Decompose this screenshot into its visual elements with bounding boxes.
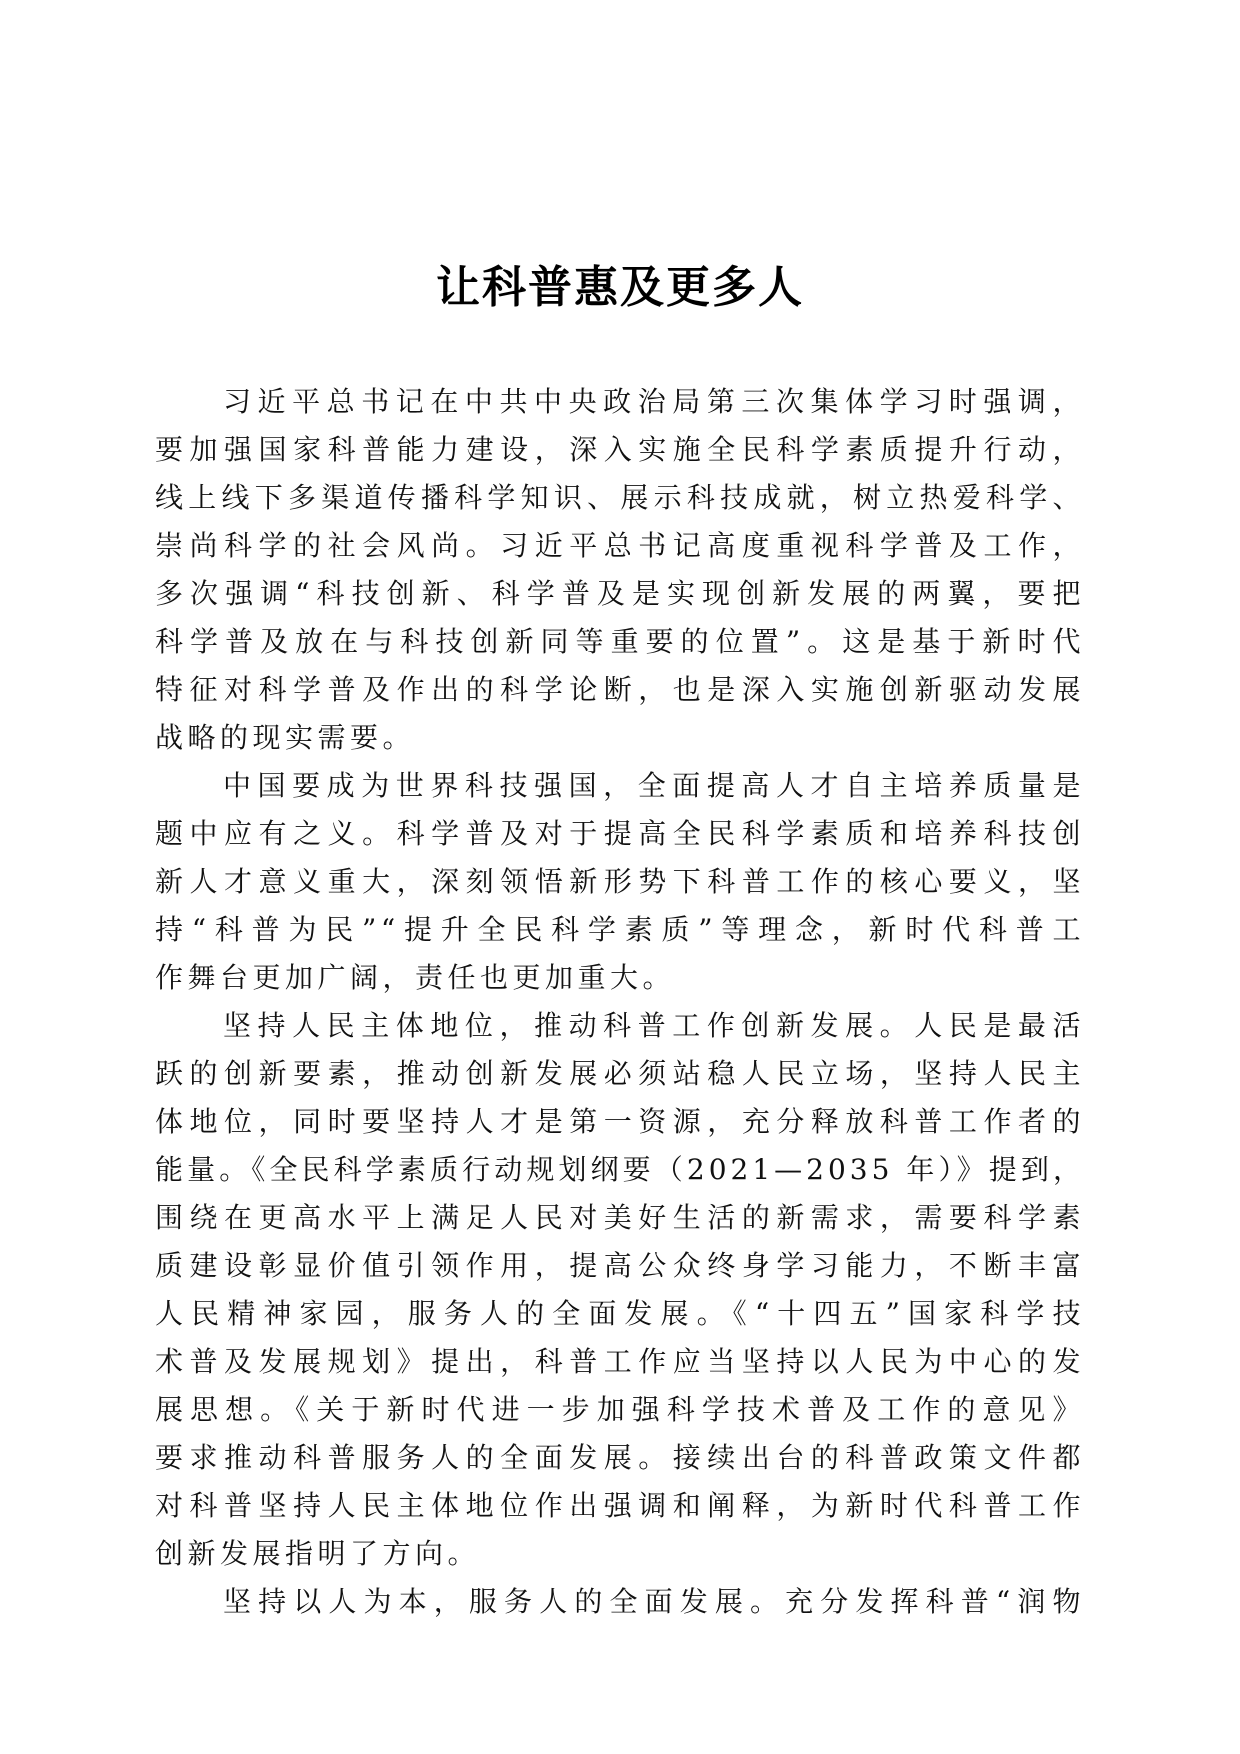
paragraph bbox=[155, 1578, 1085, 1626]
text-line: 展思想。《关于新时代进一步加强科学技术普及工作的意见》 bbox=[155, 1393, 1085, 1426]
text-line: 科学普及放在与科技创新同等重要的位置”。这是基于新时代 bbox=[155, 625, 1085, 658]
text-line: 对科普坚持人民主体地位作出强调和阐释，为新时代科普工作 bbox=[155, 1489, 1085, 1522]
text-line: 能量。《全民科学素质行动规划纲要（2021—2035 年）》提到， bbox=[155, 1153, 1085, 1186]
text-line: 术普及发展规划》提出，科普工作应当坚持以人民为中心的发 bbox=[155, 1345, 1085, 1378]
text-line: 跃的创新要素，推动创新发展必须站稳人民立场，坚持人民主 bbox=[155, 1057, 1085, 1090]
text-line: 崇尚科学的社会风尚。习近平总书记高度重视科学普及工作， bbox=[155, 529, 1085, 562]
text-line: 线上线下多渠道传播科学知识、展示科技成就，树立热爱科学、 bbox=[155, 481, 1085, 514]
paragraph bbox=[155, 378, 1085, 762]
text-line: 习近平总书记在中共中央政治局第三次集体学习时强调， bbox=[223, 385, 1085, 418]
text-line: 中国要成为世界科技强国，全面提高人才自主培养质量是 bbox=[223, 769, 1085, 802]
text-line: 战略的现实需要。 bbox=[155, 721, 416, 754]
text-line: 体地位，同时要坚持人才是第一资源，充分释放科普工作者的 bbox=[155, 1105, 1085, 1138]
text-line: 作舞台更加广阔，责任也更加重大。 bbox=[155, 961, 676, 994]
paragraph bbox=[155, 1002, 1085, 1578]
text-line: 新人才意义重大，深刻领悟新形势下科普工作的核心要义，坚 bbox=[155, 865, 1085, 898]
paragraph bbox=[155, 762, 1085, 1002]
text-line: 要加强国家科普能力建设，深入实施全民科学素质提升行动， bbox=[155, 433, 1085, 466]
text-line: 题中应有之义。科学普及对于提高全民科学素质和培养科技创 bbox=[155, 817, 1085, 850]
text-line: 坚持人民主体地位，推动科普工作创新发展。人民是最活 bbox=[223, 1009, 1085, 1042]
text-line: 特征对科学普及作出的科学论断，也是深入实施创新驱动发展 bbox=[155, 673, 1085, 706]
document-body bbox=[155, 378, 1085, 1626]
text-line: 坚持以人为本，服务人的全面发展。充分发挥科普“润物 bbox=[223, 1585, 1085, 1618]
document-title: 让科普惠及更多人 bbox=[436, 262, 804, 313]
text-line: 创新发展指明了方向。 bbox=[155, 1537, 481, 1570]
text-line: 质建设彰显价值引领作用，提高公众终身学习能力，不断丰富 bbox=[155, 1249, 1085, 1282]
text-line: 持“科普为民”“提升全民科学素质”等理念，新时代科普工 bbox=[155, 913, 1085, 946]
text-line: 围绕在更高水平上满足人民对美好生活的新需求，需要科学素 bbox=[155, 1201, 1085, 1234]
text-line: 要求推动科普服务人的全面发展。接续出台的科普政策文件都 bbox=[155, 1441, 1085, 1474]
text-line: 人民精神家园，服务人的全面发展。《“十四五”国家科学技 bbox=[155, 1297, 1085, 1330]
text-line: 多次强调“科技创新、科学普及是实现创新发展的两翼，要把 bbox=[155, 577, 1085, 610]
